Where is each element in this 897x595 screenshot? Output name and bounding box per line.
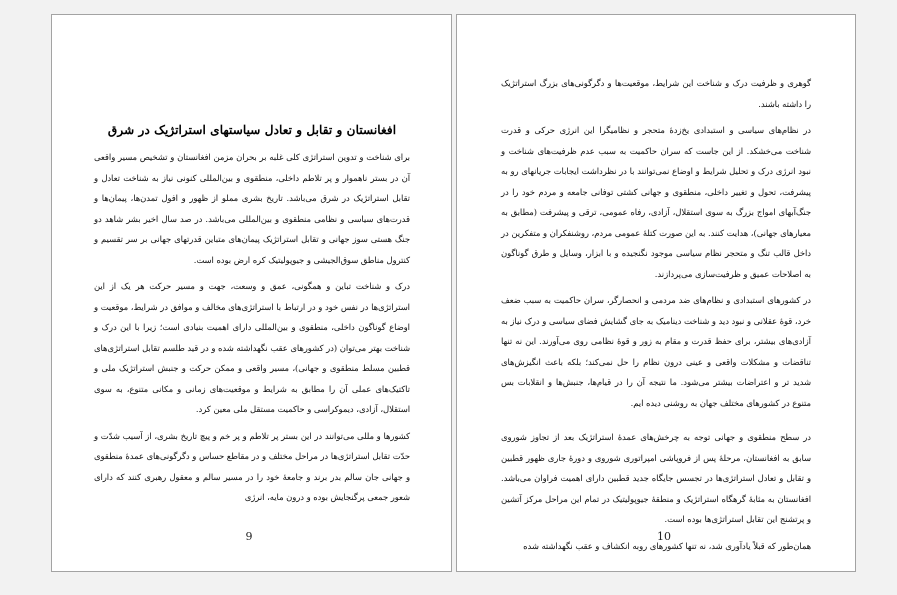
document-page-left [51, 14, 452, 572]
paragraph: گوهری و ظرفیت درک و شناخت این شرایط، موقعیت‌ها و دگرگونی‌های بزرگ استراتژیک را داشته باشند. [501, 78, 811, 109]
paragraph: برای شناخت و تدوین استراتژی کلی غلبه بر بحران مزمن افغانستان و تشخیص مسیر واقعی آن در بستر ناهموار و پر تلاطم داخلی، منطقوی و بین‌المللی کنونی نیاز به شناخت تعادل و تقابل استراتژیک در شرق می‌باشد. تاریخ بشری مملو از ظهور و افول تمدن‌ها، پیمان‌ها و قدرت‌های سیاسی و نظامی منطقوی و بین‌المللی می‌باشد. در صد سال اخیر بشر شاهد دو جنگ هستی سوز جهانی و تقابل استراتژیک پیمان‌های متباین قدرتهای جهانی بر سر تقسیم و کنترول مناطق سوق‌الجیشی و جیوپولیتیک کره ارض بوده است. [94, 152, 410, 265]
page-number: 9 [245, 530, 253, 543]
paragraph: در سطح منطقوی و جهانی توجه به چرخش‌های عمدهٔ استراتژیک بعد از تجاوز شوروی سابق به افغانستان، مرحلهٔ پس از فروپاشی امپراتوری شوروی و دورهٔ جاری ظهور قطبین و تقابل و تعادل استراتژی‌ها در تجسس جایگاه جدید قطبین دارای اهمیت فراوان می‌باشد. افغانستان به مثابهٔ گرهگاه استراتژیک و منطقهٔ جیوپولیتیک در تمام این مراحل مرکز آتشین و پرتشنج این تقابل استراتژی‌ها بوده است. [501, 432, 811, 524]
document-page-right [456, 14, 856, 572]
paragraph: در کشورهای استبدادی و نظام‌های ضد مردمی و انحصارگر، سران حاکمیت به سبب ضعف خرد، قوهٔ عقلانی و نبود دید و شناخت دینامیک به جای گشایش فضای سیاسی و درک نیاز به آزادی‌های بیشتر، برای حفظ قدرت و مقام به زور و قوهٔ نظامی روی می‌آورند. این نه تنها تناقضات و مشکلات واقعی و عینی درون نظام را حل نمی‌کند؛ بلکه باعث انگیزش‌های شدید تر و اعتراضات بیشتر می‌شود. ما نتیجه آن را در قیام‌ها، جنبش‌ها و انقلابات بس متنوع در کشورهای مختلف جهان به روشنی دیده ایم. [501, 295, 811, 408]
paragraph: همان‌طور که قبلاً یادآوری شد، نه تنها کشورهای روبه انکشاف و عقب نگهداشته شده [523, 540, 811, 551]
page-text-block [94, 15, 410, 571]
chapter-title: افغانستان و تقابل و تعادل سیاستهای استراتژیک در شرق [107, 123, 397, 137]
paragraph: درک و شناخت تباین و همگونی، عمق و وسعت، جهت و مسیر حرکت هر یک از این استراتژی‌ها در نفس خود و در ارتباط با استراتژی‌های مخالف و موافق در شرایط، موقعیت و اوضاع گوناگون داخلی، منطقوی و بین‌المللی دارای اهمیت بنیادی است؛ زیرا با این درک و شناخت بهتر می‌توان (در کشورهای عقب نگهداشته شده و در قید طلسم تقابل استراتژی‌های قطبین مسلط منطقوی و جهانی)، مسیر واقعی و ممکن حرکت و جنبش استراتژیک ملی و تاکتیک‌های عملی آن را مطابق به شرایط و موقعیت‌های زمانی و مکانی متنوع، به سوی استقلال، آزادی، دیموکراسی و حاکمیت مستقل ملی معین کرد. [94, 281, 410, 414]
paragraph: در نظام‌های سیاسی و استبدادی یخ‌زدهٔ متحجر و نظامیگرا این انرژی حرکی و قدرت شناخت می‌خشکد. از این جاست که سران حاکمیت به سبب عدم ظرفیت‌های شناخت و نبود انرژی درک و تحلیل شرایط و اوضاع نمی‌توانند با در نظرداشت ایجابات جریانهای رو به پیشرفت، تحول و تغییر داخلی، منطقوی و جهانی کشتی توفانی جامعه و مردم خود را در جنگ‌آبهای امواج بزرگ به سوی استقلال، آزادی، رفاه عمومی، ترقی و پیشرفت (مطابق به معیارهای جهانی)، هدایت کنند. به این صورت کتلهٔ عمومی مردم، روشنفکران و متفکرین در داخل قالب تنگ و متحجر نظام سیاسی موجود نگنجیده و با ابزار، وسایل و طرق گوناگون به اصلاحات عمیق و ظرفیت‌سازی می‌پردازند. [501, 125, 811, 279]
page-text-block [501, 15, 811, 571]
paragraph: کشورها و مللی می‌توانند در این بستر پر تلاطم و پر خم و پیچ تاریخ بشری، از آسیب شدّت و حدّت تقابل استراتژی‌ها در مراحل مختلف و در مقاطع حساس و دگرگونی‌های عمدهٔ منطقوی و جهانی جان سالم بدر برند و جامعهٔ خود را در مسیر سالم و معقول رهبری کنند که دارای شعور جمعی پرگنجایش بوده و درون مایه، انرژی [94, 430, 410, 502]
page-number: 10 [657, 530, 671, 543]
